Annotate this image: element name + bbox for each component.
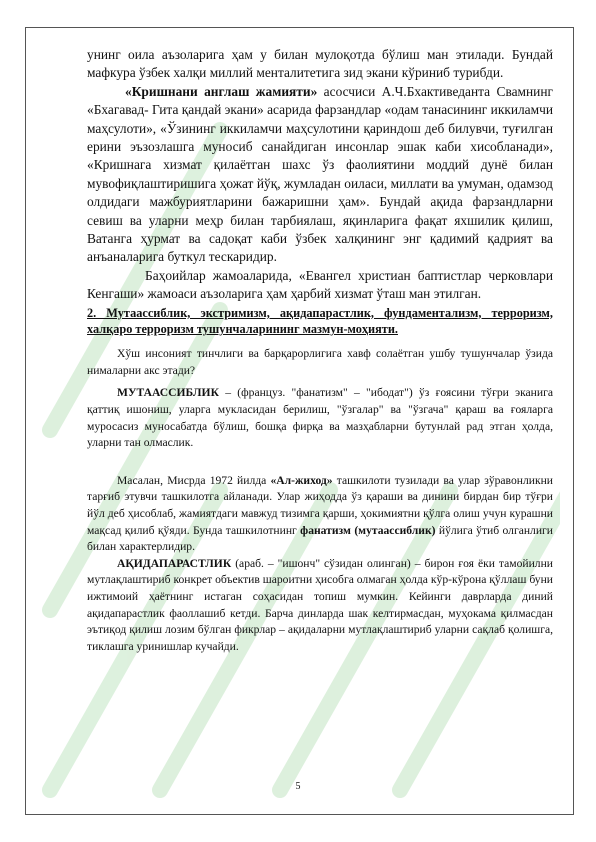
paragraph-fanaticism-text: – (француз. "фанатизм" – "ибодат") ўз ғоясини тўғри эканига қаттиқ ишониш, уларга мукласидан берилиш, "ўзгалар" ва "ўзгача" қараш ва ғояларга муросасиз муносабатда бўлиш, бошқа фирқа ва мазҳабларни бутунлай рад этган ҳолда, уларни тан олмаслик.	[87, 386, 553, 450]
paragraph-dogmatism	[87, 556, 553, 656]
paragraph-example	[87, 473, 553, 556]
term-dogmatism: АҚИДАПАРАСТЛИК	[117, 556, 232, 570]
term-fanatism-bold: фанатизм (мутаассиблик)	[300, 523, 436, 537]
paragraph-krishna	[87, 83, 553, 267]
term-al-jihad: «Ал-жиход»	[270, 473, 333, 487]
paragraph-krishna-text: асосчиси А.Ч.Бхактиведанта Свамнинг «Бхагавад- Гита қандай экани» асарида фарзандлар «одам танасининг иккиламчи маҳсулоти», «Ўзининг иккиламчи маҳсулотини қариндош деб билувчи, туғилган ерини эъзозлашга муносиб санайдиган инсонлар эшак каби хисобланади», «Кришнага хизмат қилаётган шахс ўз фаолиятини моддий дунё билан мувофиқлаштиришига ҳожат йўқ, жумладан оиласи, миллати ва умуман, одамзод олдидаги мажбуриятларини бажаришни ҳам». Бундай ақида фарзандларни севиш ва уларни меҳр билан тарбиялаш, яқинларига фақат яхшилик қилиш, Ватанга ҳурмат ва садоқат каби ўзбек халқининг энг қадимий қадрият ва анъаналарига буткул тескаридир.	[87, 83, 553, 265]
section-heading: 2. Мутаассиблик, экстримизм, ақидапарастлик, фундаментализм, терроризм, халқаро терроризм тушунчаларининг мазмун-моҳияти.	[87, 305, 553, 337]
example-text-a: Масалан, Мисрда 1972 йилда	[117, 473, 271, 487]
paragraph-question: Хўш инсоният тинчлиги ва барқарорлигига хавф солаётган ушбу тушунчалар ўзида нималарни акс этади?	[87, 347, 553, 377]
paragraph-dogmatism-text: (араб. – "ишонч" сўзидан олинган) – бирон ғоя ёки тамойилни мутлақлаштириб конкрет объектив шароитни ҳисобга олмаган ҳолда кўр-кўрона қўллаш буни ижтимоий ҳаётнинг истаган соҳасидан топиш мумкин. Кейинги даврларда диний ақидапарастлик фаоллашиб кетди. Барча динларда шак келтирмасдан, муҳокама қилмасдан эътиқод қилиш лозим бўлган фикрлар – ақидаларни мутлақлаштириб уларни сақлаб қолишга, тиклашга уринишлар кучайди.	[87, 556, 553, 653]
term-krishna-society: «Кришнани англаш жамияти»	[125, 83, 318, 99]
paragraph-fanaticism	[87, 385, 553, 451]
example-text-c: йўлига ўтиб олганлиги билан характерлидир.	[87, 523, 554, 554]
page-number: 5	[295, 781, 301, 792]
paragraph-bahai: Баҳоийлар жамоаларида, «Евангел христиан баптистлар черковлари Кенгаши» жамоаси аъзоларига ҳам ҳарбий хизмат ўташ ман этилган.	[87, 267, 553, 302]
document-body	[87, 46, 553, 655]
example-text-b: ташкилоти тузилади ва улар зўравонликни тарғиб этувчи ташкилотга айланади. Улар жиҳодда ўз қараши ва динини бирдан бир тўғри йўл деб ҳисоблаб, жамиятдаги мавжуд тизимга қарши, ҳокимиятни қўлга олиш учун курашни мақсад қилиб қўяди. Бунда ташкилотнинг	[87, 473, 553, 537]
paragraph-1: унинг оила аъзоларига ҳам у билан мулоқотда бўлиш ман этилади. Бундай мафкура ўзбек халқи миллий менталитетига зид экани кўриниб турибди.	[87, 47, 553, 81]
term-fanaticism: МУТААССИБЛИК	[117, 386, 219, 400]
